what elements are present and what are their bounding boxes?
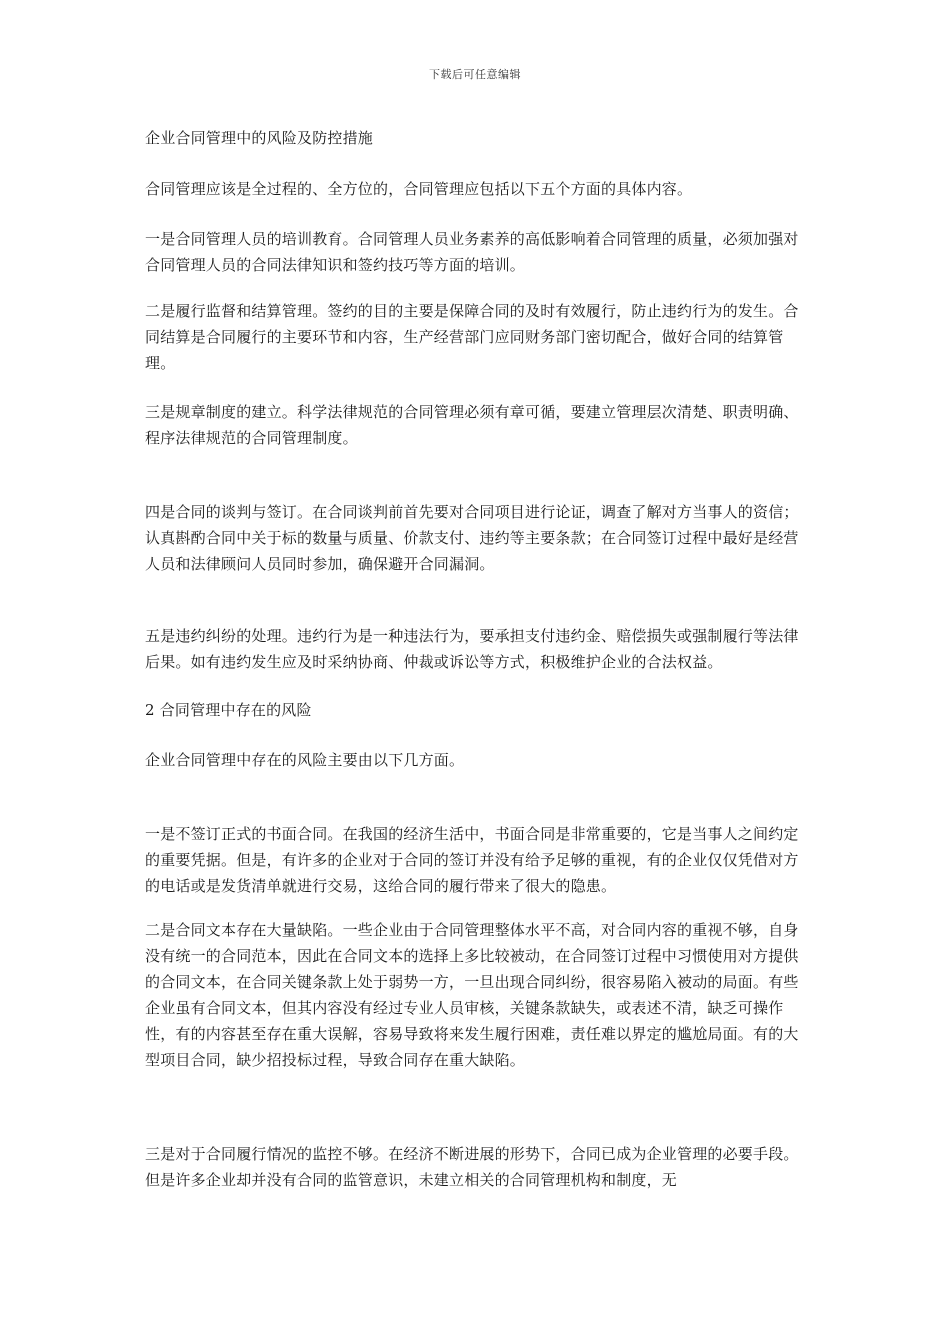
page-header: 下载后可任意编辑	[429, 68, 521, 81]
risk-paragraph-2: 二是合同文本存在大量缺陷。一些企业由于合同管理整体水平不高，对合同内容的重视不够，自身没有统一的合同范本，因此在合同文本的选择上多比较被动，在合同签订过程中习惯使用对方提供的合同文本，在合同关键条款上处于弱势一方，一旦出现合同纠纷，很容易陷入被动的局面。有些企业虽有合同文本，但其内容没有经过专业人员审核，关键条款缺失，或表述不清，缺乏可操作性，有的内容甚至存在重大误解，容易导致将来发生履行困难，责任难以界定的尴尬局面。有的大型项目合同，缺少招投标过程，导致合同存在重大缺陷。	[145, 921, 799, 1069]
risk-paragraph-1: 一是不签订正式的书面合同。在我国的经济生活中，书面合同是非常重要的，它是当事人之间约定的重要凭据。但是，有许多的企业对于合同的签订并没有给予足够的重视，有的企业仅仅凭借对方的电话或是发货清单就进行交易，这给合同的履行带来了很大的隐患。	[145, 825, 799, 895]
section-2-intro: 企业合同管理中存在的风险主要由以下几方面。	[145, 751, 465, 769]
paragraph-3: 三是规章制度的建立。科学法律规范的合同管理必须有章可循，要建立管理层次清楚、职责明确、程序法律规范的合同管理制度。	[145, 403, 799, 447]
section-2-heading: 2 合同管理中存在的风险	[145, 701, 312, 719]
intro-paragraph: 合同管理应该是全过程的、全方位的，合同管理应包括以下五个方面的具体内容。	[145, 180, 693, 198]
paragraph-2: 二是履行监督和结算管理。签约的目的主要是保障合同的及时有效履行，防止违约行为的发生。合同结算是合同履行的主要环节和内容，生产经营部门应同财务部门密切配合，做好合同的结算管理。	[145, 302, 799, 372]
paragraph-4: 四是合同的谈判与签订。在合同谈判前首先要对合同项目进行论证，调查了解对方当事人的资信；认真斟酌合同中关于标的数量与质量、价款支付、违约等主要条款；在合同签订过程中最好是经营人员和法律顾问人员同时参加，确保避开合同漏洞。	[145, 503, 799, 573]
risk-paragraph-3: 三是对于合同履行情况的监控不够。在经济不断进展的形势下，合同已成为企业管理的必要手段。但是许多企业却并没有合同的监管意识，未建立相关的合同管理机构和制度，无	[145, 1145, 799, 1189]
paragraph-5: 五是违约纠纷的处理。违约行为是一种违法行为，要承担支付违约金、赔偿损失或强制履行等法律后果。如有违约发生应及时采纳协商、仲裁或诉讼等方式，积极维护企业的合法权益。	[145, 627, 799, 671]
paragraph-1: 一是合同管理人员的培训教育。合同管理人员业务素养的高低影响着合同管理的质量，必须加强对合同管理人员的合同法律知识和签约技巧等方面的培训。	[145, 230, 799, 274]
document-title: 企业合同管理中的风险及防控措施	[145, 129, 374, 147]
